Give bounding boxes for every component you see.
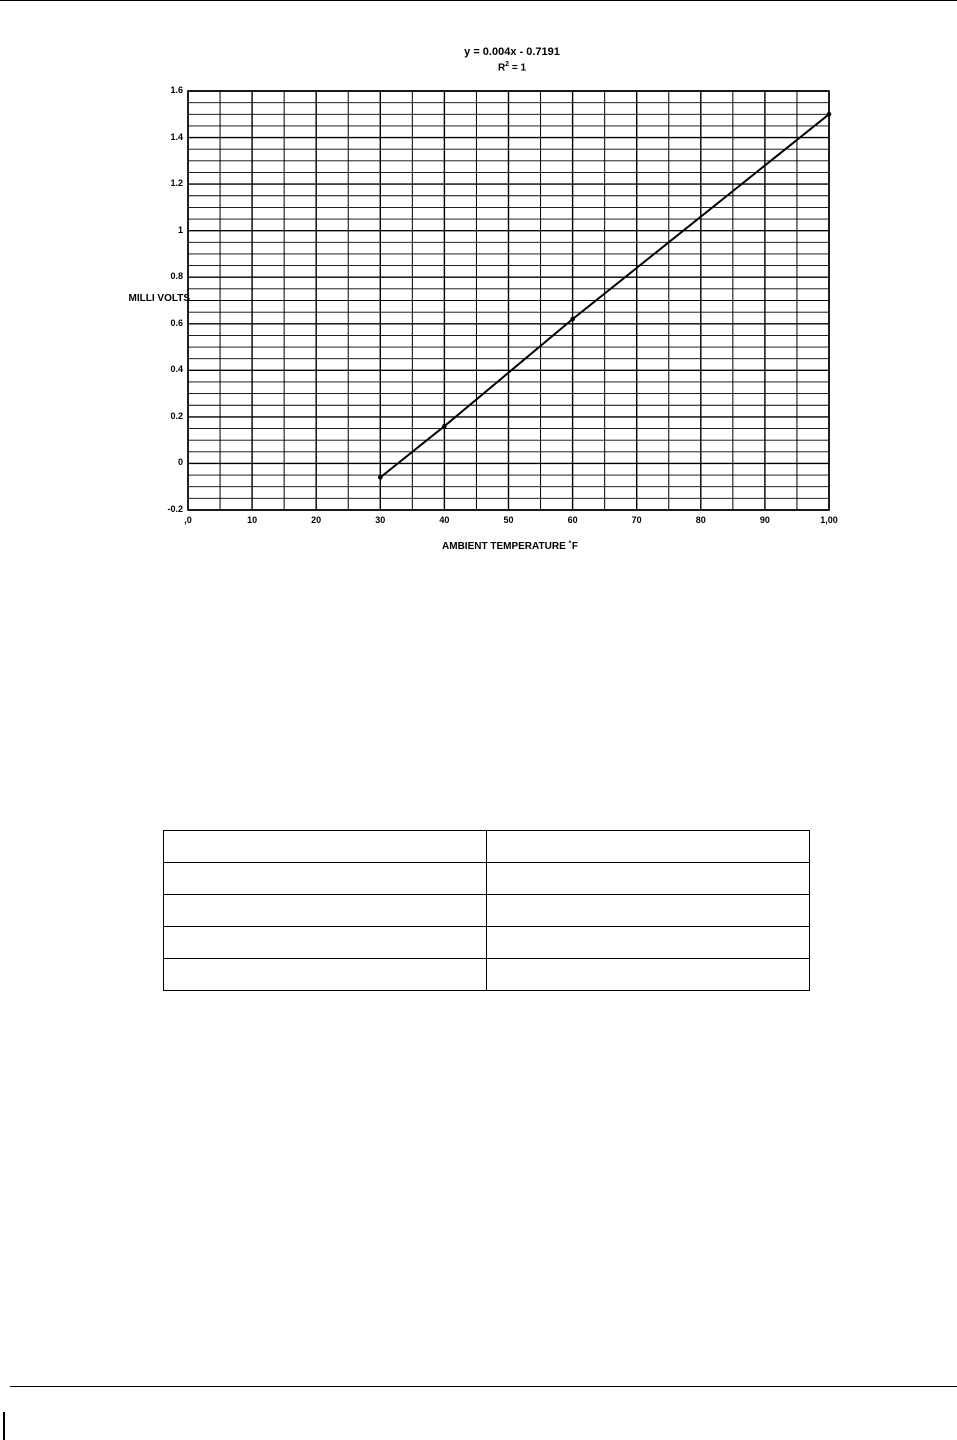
blank-data-table xyxy=(163,830,810,991)
y-tick-label: 0 xyxy=(177,457,183,468)
bottom-rule xyxy=(10,1386,957,1387)
table-row xyxy=(164,863,810,895)
r-squared-exponent: 2 xyxy=(505,61,510,68)
table-cell xyxy=(487,927,810,959)
table-cell xyxy=(164,959,487,991)
chart-svg xyxy=(100,40,860,580)
x-tick-label: 40 xyxy=(439,515,450,525)
y-axis-label: MILLI VOLTS xyxy=(128,293,190,304)
y-tick-label: 0.4 xyxy=(170,364,183,375)
x-tick-label: 80 xyxy=(695,515,706,525)
x-tick-label: 30 xyxy=(375,515,386,525)
y-tick-label: -0.2 xyxy=(167,504,183,514)
table-cell xyxy=(487,863,810,895)
margin-mark xyxy=(3,1412,5,1440)
y-tick-label: 1.2 xyxy=(170,178,183,189)
y-tick-label: 1 xyxy=(177,224,183,235)
table-cell xyxy=(487,959,810,991)
x-tick-label: 70 xyxy=(631,515,642,525)
table-cell xyxy=(487,895,810,927)
calibration-chart xyxy=(100,40,860,580)
r-squared-symbol: R xyxy=(497,62,506,74)
data-point xyxy=(378,475,383,480)
y-tick-label: 0.6 xyxy=(170,317,183,328)
data-point xyxy=(827,112,832,117)
table-cell xyxy=(164,831,487,863)
r-squared-value: = 1 xyxy=(511,62,527,74)
x-tick-label: 90 xyxy=(759,515,770,525)
y-tick-label: 0.8 xyxy=(170,271,183,282)
x-tick-label: 20 xyxy=(311,515,322,525)
table-cell xyxy=(164,927,487,959)
r-squared-label xyxy=(422,58,602,74)
data-point xyxy=(570,317,575,322)
table-row xyxy=(164,959,810,991)
trendline-equation: y = 0.004x - 0.7191 xyxy=(464,46,560,58)
y-tick-label: 1.4 xyxy=(170,131,183,142)
top-rule xyxy=(0,0,957,1)
y-tick-label: 0.2 xyxy=(170,410,183,421)
table-row xyxy=(164,831,810,863)
table-cell xyxy=(164,863,487,895)
x-tick-label: ,0 xyxy=(184,515,192,525)
x-tick-label: 10 xyxy=(247,515,258,525)
x-tick-label: 60 xyxy=(567,515,578,525)
x-axis-label: AMBIENT TEMPERATURE ˚F xyxy=(442,541,578,552)
table-row xyxy=(164,927,810,959)
table-cell xyxy=(164,895,487,927)
y-tick-label: 1.6 xyxy=(170,85,183,95)
table-cell xyxy=(487,831,810,863)
table-row xyxy=(164,895,810,927)
x-tick-label: 50 xyxy=(503,515,514,525)
data-point xyxy=(442,424,447,429)
x-tick-label: 1,00 xyxy=(820,515,838,525)
